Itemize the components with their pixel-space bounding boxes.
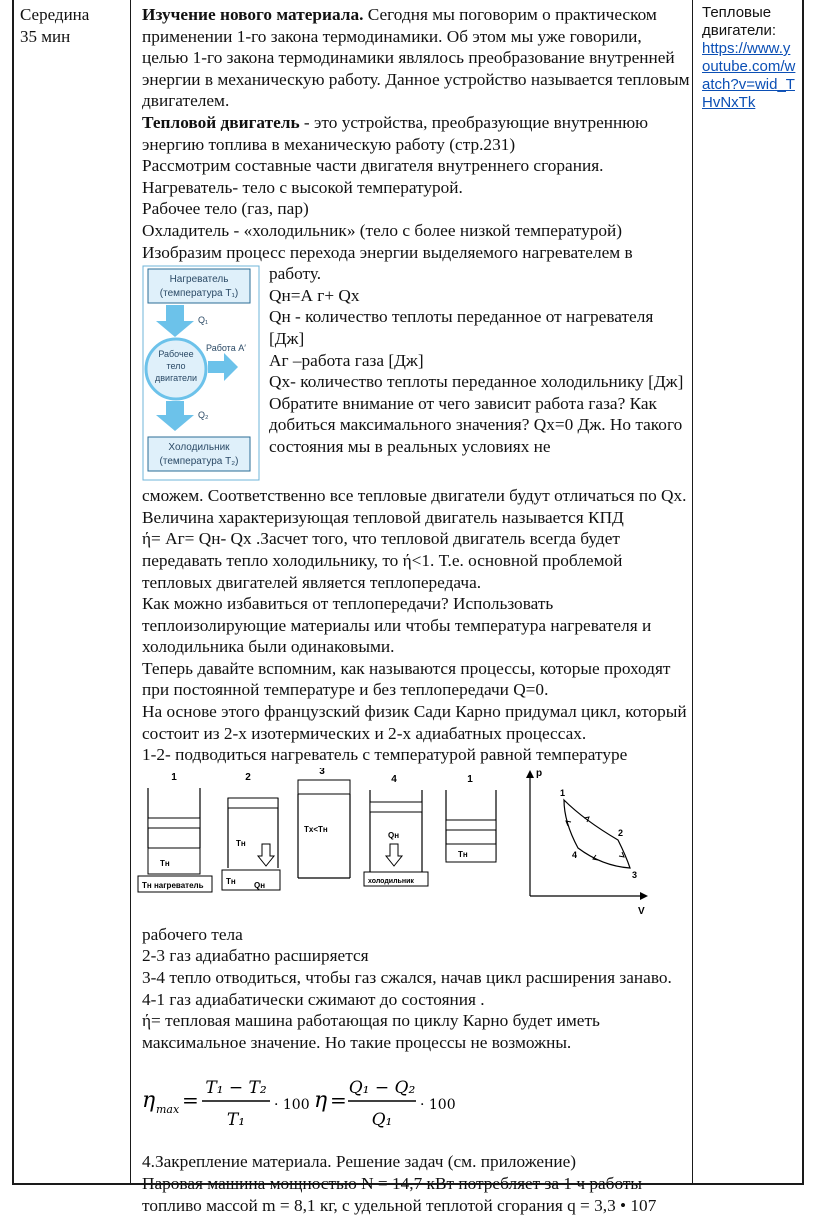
paragraph: На основе этого французский физик Сади Карно придумал цикл, который состоит из 2-х изотермических и 2-х адиабатных процессах. xyxy=(142,702,687,743)
efficiency-formula-figure xyxy=(142,1063,482,1137)
paragraph: 3-4 тепло отводиться, чтобы газ сжался, начав цикл расширения занаво. xyxy=(142,968,672,988)
paragraph: Охладитель - «холодильник» (тело с более низкой температурой) xyxy=(142,220,623,240)
cooler-temp-label: (температура T₂) xyxy=(159,456,239,468)
eta-symbol: η xyxy=(314,1088,328,1114)
carnot-cycle-figure xyxy=(132,768,652,924)
temperature-label: Tн xyxy=(226,876,236,886)
svg-text:=: = xyxy=(330,1088,347,1113)
temperature-label: Tн xyxy=(236,838,246,848)
multiplier: · 100 xyxy=(274,1097,310,1114)
paragraph: Qх- количество теплоты переданное холодильнику [Дж] xyxy=(269,372,684,392)
efficiency-paragraph: ή= Аг= Qн- Qх .Засчет того, что тепловой двигатель всегда будет передавать тепло холодильнику, то ή<1. Т.е. основной проблемой тепловых двигателей является теплопередача. xyxy=(142,529,623,592)
paragraph: работу. xyxy=(269,264,322,284)
paragraph: ή= тепловая машина работающая по циклу Карно будет иметь максимальное значение. Но такие процессы не возможны. xyxy=(142,1011,600,1052)
lesson-content xyxy=(142,4,692,1216)
pressure-axis-label: p xyxy=(536,767,543,779)
stage-number: 1 xyxy=(171,771,177,783)
energy-balance-formula: Qн=А г+ Qх xyxy=(269,285,360,305)
paragraph: рабочего тела xyxy=(142,924,243,944)
cycle-point-label: 3 xyxy=(632,869,638,880)
heat-engine-scheme-figure xyxy=(142,265,260,481)
temperature-condition-label: Tх<Tн xyxy=(304,824,328,834)
cycle-point-label: 4 xyxy=(572,849,578,860)
temperature-denominator: T₁ xyxy=(226,1110,246,1131)
paragraph: Qн - количество теплоты переданное от нагревателя [Дж] xyxy=(269,307,654,348)
paragraph: Нагреватель- тело с высокой температурой. xyxy=(142,177,463,197)
paragraph: Изобразим процесс перехода энергии выделяемого нагревателем в xyxy=(142,242,633,262)
carnot-cycle-diagram xyxy=(132,768,692,924)
cycle-point-label: 1 xyxy=(560,787,566,798)
temperature-numerator: T₁ − T₂ xyxy=(205,1078,267,1099)
heat-numerator: Q₁ − Q₂ xyxy=(348,1078,416,1099)
working-body-label: тело xyxy=(166,361,186,372)
paragraph: Аг –работа газа [Дж] xyxy=(269,350,424,370)
paragraph: Рассмотрим составные части двигателя внутреннего сгорания. xyxy=(142,156,604,176)
paragraph: 2-3 газ адиабатно расширяется xyxy=(142,946,369,966)
volume-axis-label: V xyxy=(638,905,645,917)
column-divider xyxy=(130,0,131,1185)
stage-number: 2 xyxy=(245,771,251,783)
heat-denominator: Q₁ xyxy=(371,1110,393,1131)
engine-scheme-block xyxy=(142,263,692,485)
paragraph: Теперь давайте вспомним, как называются процессы, которые проходят при постоянной температуре и без теплопередачи Q=0. xyxy=(142,658,671,700)
temperature-label: Tн xyxy=(458,849,468,859)
time-cell xyxy=(20,4,130,48)
resources-cell xyxy=(702,4,798,112)
working-body-label: двигатели xyxy=(155,373,197,384)
paragraph: Рабочее тело (газ, пар) xyxy=(142,199,309,219)
q1-label: Q₁ xyxy=(198,315,209,326)
paragraph: 1-2- подводиться нагреватель с температурой равной температуре xyxy=(142,745,628,765)
heater-temp-label: (температура T₁) xyxy=(159,288,239,300)
scheme-explanation xyxy=(269,263,692,457)
eta-symbol: η xyxy=(142,1088,156,1114)
paragraph: Как можно избавиться от теплопередачи? Использовать теплоизолирующие материалы или чтобы температура нагревателя и холодильника были одинаковыми. xyxy=(142,594,652,657)
cooler-label: Холодильник xyxy=(168,442,230,454)
q2-label: Q₂ xyxy=(198,410,209,421)
paragraph: 4-1 газ адиабатически сжимают до состояния . xyxy=(142,989,485,1009)
cooler-label: холодильник xyxy=(368,877,414,885)
work-label: Работа A′ xyxy=(206,343,246,354)
paragraph: 4.Закрепление материала. Решение задач (см. приложение) xyxy=(142,1152,577,1172)
column-divider xyxy=(692,0,693,1185)
resource-title: Тепловые двигатели: xyxy=(702,4,777,39)
svg-text:=: = xyxy=(182,1088,199,1113)
heat-label: Qн xyxy=(254,880,266,890)
problem-text: Паровая машина мощностью N = 14,7 кВт потребляет за 1 ч работы топливо массой m = 8,1 кг, с удельной теплотой сгорания q = 3,3 • 107 xyxy=(142,1174,657,1215)
time-label: Середина xyxy=(20,5,90,24)
heater-label: Tн нагреватель xyxy=(142,880,204,890)
heat-label: Qн xyxy=(388,830,400,840)
cycle-point-label: 2 xyxy=(618,827,624,838)
temperature-label: Tн xyxy=(160,858,170,868)
paragraph-intro: Изучение нового материала. Сегодня мы поговорим о практическом применении 1-го закона термодинамики. Об этом мы уже говорили, целью 1-го закона термодинамики являлось преобразование внутренней энергии в механическую работу. Данное устройство называется тепловым двигателем. xyxy=(142,5,690,111)
multiplier: · 100 xyxy=(420,1097,456,1114)
max-subscript: max xyxy=(156,1103,180,1117)
working-body-label: Рабочее xyxy=(158,349,194,360)
time-duration: 35 мин xyxy=(20,27,71,46)
paragraph: сможем. Соответственно все тепловые двигатели будут отличаться по Qх. Величина характеризующая тепловой двигатель называется КПД xyxy=(142,486,687,527)
stage-number: 1 xyxy=(467,773,473,785)
stage-number: 4 xyxy=(391,773,397,785)
paragraph: Обратите внимание от чего зависит работа газа? Как добиться максимального значения? Qх=0 Дж. Но такого состояния мы в реальных условиях не xyxy=(269,393,683,456)
stage-number: 3 xyxy=(319,767,325,777)
heater-label: Нагреватель xyxy=(169,274,229,286)
paragraph-definition: Тепловой двигатель - это устройства, преобразующие внутреннюю энергию топлива в механическую работу (стр.231) xyxy=(142,112,649,154)
video-link[interactable]: https://www.youtube.com/watch?v=wid_THvNxTk xyxy=(702,40,796,111)
efficiency-formula xyxy=(142,1063,692,1137)
